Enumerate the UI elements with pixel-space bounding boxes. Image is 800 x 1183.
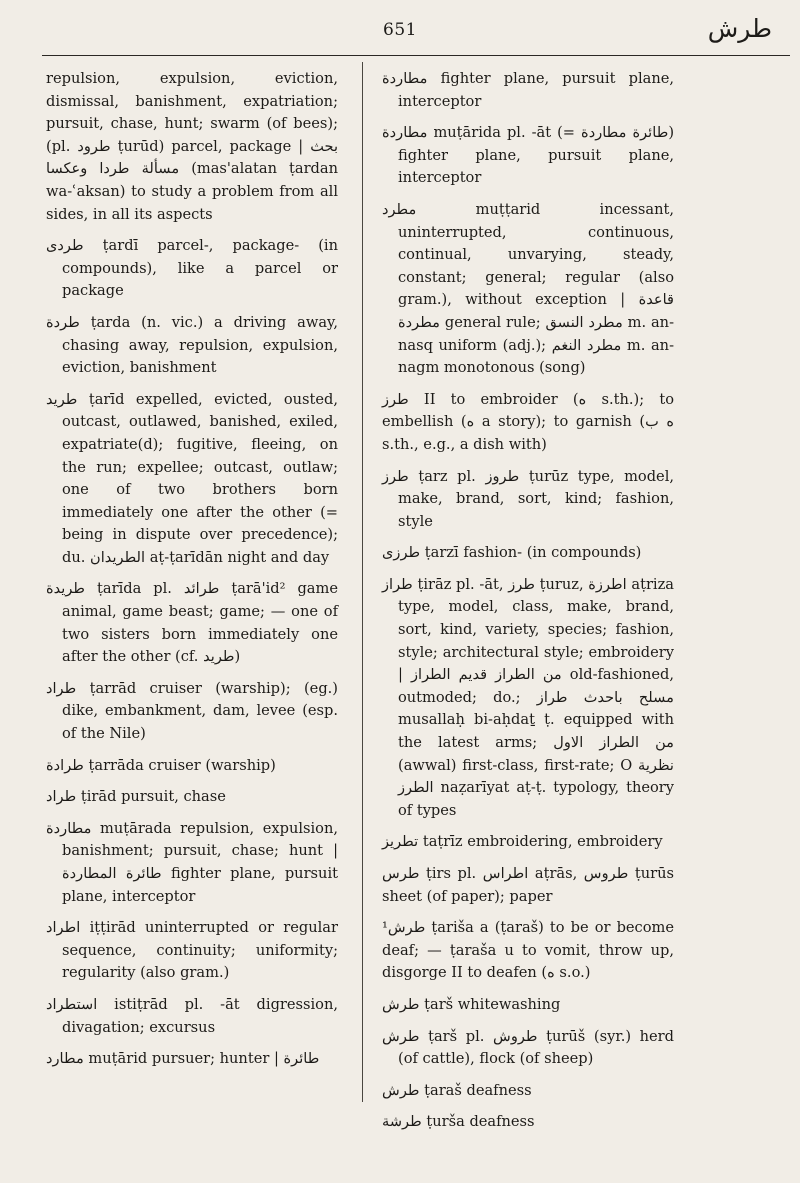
dictionary-entry: مطاردة fighter plane, pursuit plane, interceptor — [382, 70, 674, 110]
dictionary-entry: طرس ṭirs pl. اطراس aṭrās, طروس ṭurūs sheet (of paper); paper — [382, 865, 674, 905]
dictionary-entry: طريدة ṭarīda pl. طرائد ṭarā'id² game animal, game beast; game; — one of two sisters born immediately one after the other (cf. طريد) — [46, 580, 338, 666]
dictionary-entry: طرش ṭarš whitewashing — [382, 995, 561, 1013]
dictionary-entry: اطراد iṭṭirād uninterrupted or regular sequence, continuity; uniformity; regularity (also gram.) — [46, 919, 338, 982]
page-number: 651 — [383, 20, 417, 40]
dictionary-entry: طريد ṭarīd expelled, evicted, ousted, outcast, outlawed, banished, exiled, expatriate(d); fugitive, fleeing, on the run; expellee; outcast, outlaw; one of two brothers born immediately one after the other (= being in dispute over precedence); du. الطريدان aṭ-ṭarīdān night and day — [46, 390, 338, 566]
dictionary-entry: تطريز taṭrīz embroidering, embroidery — [382, 833, 663, 851]
running-head: طرش — [707, 14, 772, 43]
page-header — [0, 14, 800, 54]
left-column — [46, 68, 338, 1080]
dictionary-entry: repulsion, expulsion, eviction, dismissal, banishment, expatriation; pursuit, chase, hunt; swarm (of bees); (pl. طرود ṭurūd) parcel, package | بحث مسألة طردا وعكسا (mas'alatan ṭardan wa-ʿaksan) to study a problem from all sides, in all its aspects — [46, 70, 338, 223]
dictionary-entry: مطارد muṭārid pursuer; hunter | طائرة — [46, 1050, 320, 1068]
right-column — [382, 68, 674, 1143]
dictionary-entry: طرزى ṭarzī fashion- (in compounds) — [382, 544, 642, 562]
dictionary-entry: طراد ṭarrād cruiser (warship); (eg.) dike, embankment, dam, levee (esp. of the Nile) — [46, 679, 338, 743]
header-rule — [42, 55, 790, 56]
dictionary-entry: طرز II to embroider (ه s.th.); to embellish (ه a story); to garnish (ه ب s.th., e.g., a dish with) — [382, 390, 675, 453]
dictionary-entry: ¹طرش ṭariša a (ṭaraš) to be or become deaf; — ṭaraša u to vomit, throw up, disgorge II to deafen (ه s.o.) — [382, 919, 674, 982]
dictionary-entry: طرش ṭarš pl. طروش ṭurūš (syr.) herd (of cattle), flock (of sheep) — [382, 1027, 674, 1068]
dictionary-entry: استطراد istiṭrād pl. -āt digression, divagation; excursus — [46, 995, 338, 1036]
dictionary-entry: طرز ṭarz pl. طروز ṭurūz type, model, make, brand, sort, kind; fashion, style — [382, 467, 674, 530]
dictionary-entry: مطاردة muṭārada repulsion, expulsion, banishment; pursuit, chase; hunt | طائرة المطاردة fighter plane, pursuit plane, interceptor — [46, 819, 338, 905]
dictionary-entry: طرشة ṭurša deafness — [382, 1113, 535, 1131]
dictionary-entry: طردى ṭardī parcel-, package- (in compounds), like a parcel or package — [46, 237, 338, 300]
dictionary-entry: مطاردة muṭārida pl. -āt (= طائرة مطاردة) fighter plane, pursuit plane, interceptor — [382, 124, 675, 187]
dictionary-entry: طردة ṭarda (n. vic.) a driving away, chasing away, repulsion, expulsion, eviction, banishment — [46, 313, 338, 377]
dictionary-entry: طرادة ṭarrāda cruiser (warship) — [46, 756, 276, 774]
dictionary-entry: طراد ṭirād pursuit, chase — [46, 788, 226, 806]
dictionary-entry: طراز ṭirāz pl. -āt, طرز ṭuruz, اطرزة aṭriza type, model, class, make, brand, sort, kind, variety, species; fashion, style; architectural style; embroidery | من الطراز قديم الطراز old-fashioned, outmoded; do.; مسلح باحدث طراز musallaḥ bi-aḥdaṯ ṭ. equipped with the latest arms; من الطراز الاول (awwal) first-class, first-rate; O نظرية الطرز naẓarīyat aṭ-ṭ. typology, theory of types — [382, 575, 674, 819]
column-divider — [362, 62, 363, 1102]
dictionary-entry: طرش ṭaraš deafness — [382, 1081, 532, 1099]
dictionary-entry: مطرد muṭṭarid incessant, uninterrupted, continuous, continual, unvarying, steady, constant; general; regular (also gram.), without exception | قاعدة مطردة general rule; مطرد النسق m. an-nasq uniform (adj.); مطرد النغم m. an-nagm monotonous (song) — [382, 200, 674, 377]
